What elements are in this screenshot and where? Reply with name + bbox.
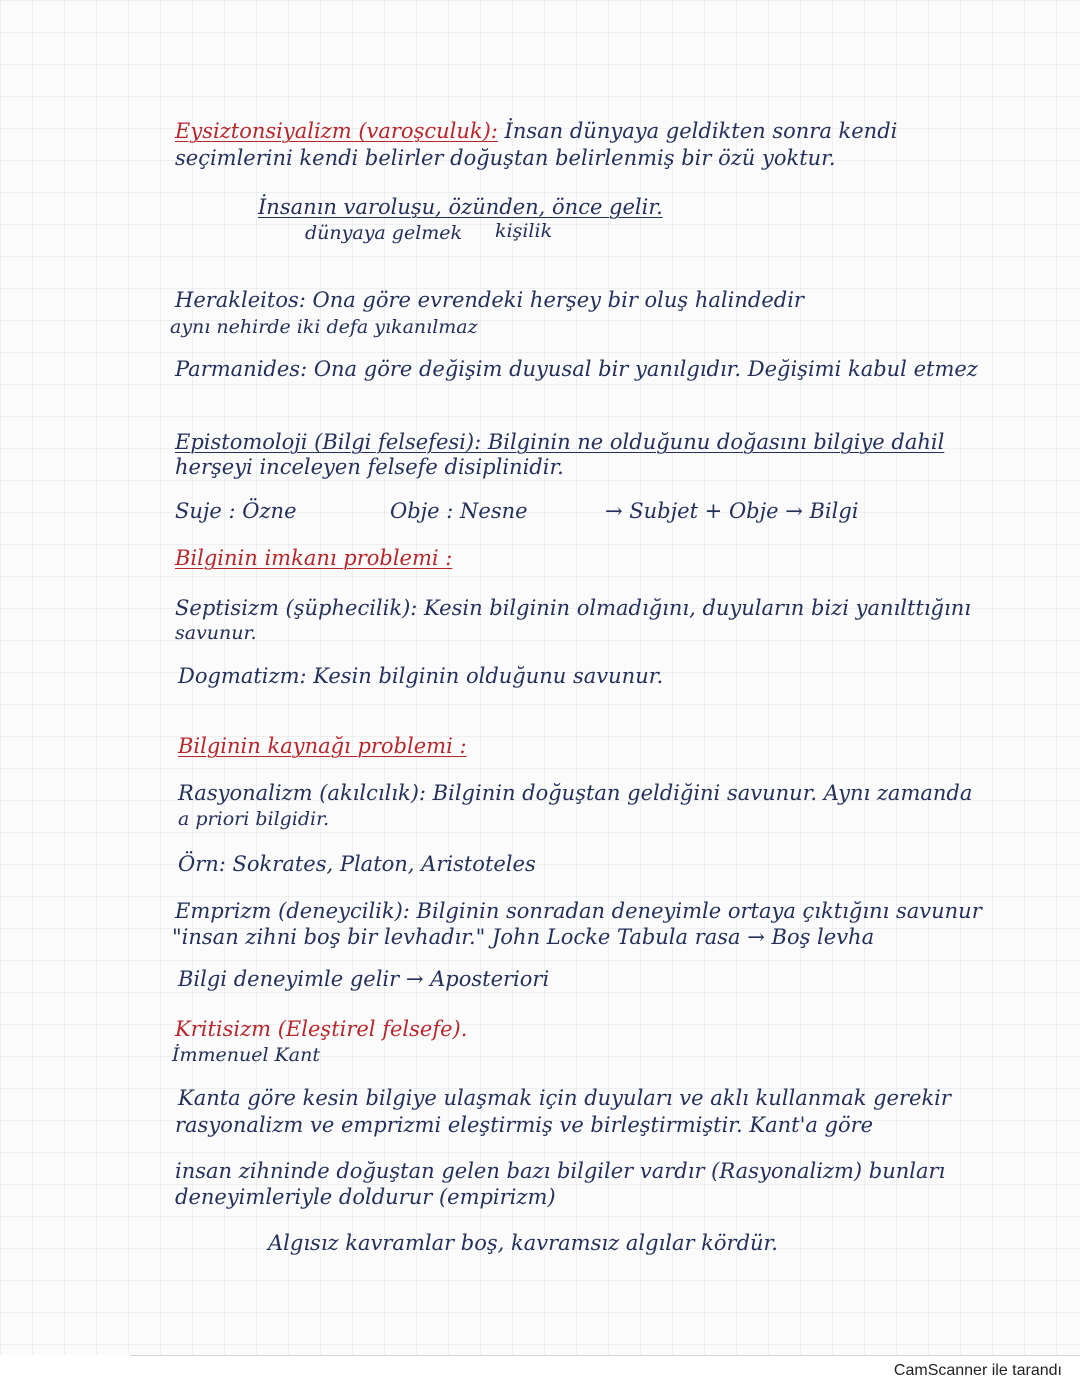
herakleitos-line-2: aynı nehirde iki defa yıkanılmaz xyxy=(170,316,478,338)
rationalism-line-1: Rasyonalizm (akılcılık): Bilginin doğuştan geldiğini savunur. Aynı zamanda xyxy=(178,781,973,805)
kant-line-1: Kanta göre kesin bilgiye ulaşmak için duyuları ve aklı kullanmak gerekir xyxy=(178,1086,951,1110)
existentialism-definition-start: İnsan dünyaya geldikten sonra kendi xyxy=(497,119,898,143)
existentialism-line-2: seçimlerini kendi belirler doğuştan belirlenmiş bir özü yoktur. xyxy=(175,146,836,170)
aposteriori-line: Bilgi deneyimle gelir → Aposteriori xyxy=(178,967,550,991)
criticism-author: İmmenuel Kant xyxy=(172,1044,321,1066)
annotation-personality: kişilik xyxy=(495,220,553,242)
possibility-heading: Bilginin imkanı problemi : xyxy=(175,546,453,570)
scanner-watermark: CamScanner ile tarandı xyxy=(893,1362,1062,1379)
footer-divider xyxy=(130,1355,1080,1356)
kant-quote: Algısız kavramlar boş, kavramsız algılar kördür. xyxy=(268,1231,778,1255)
existentialism-quote: İnsanın varoluşu, özünden, önce gelir. xyxy=(258,195,663,219)
annotation-birth: dünyaya gelmek xyxy=(305,222,463,244)
kant-line-4: deneyimleriyle doldurur (empirizm) xyxy=(175,1185,556,1209)
kant-line-2: rasyonalizm ve emprizmi eleştirmiş ve birleştirmiştir. Kant'a göre xyxy=(175,1113,874,1137)
existentialism-line-1 xyxy=(175,118,897,144)
empiricism-line-1: Emprizm (deneycilik): Bilginin sonradan deneyimle ortaya çıktığını savunur xyxy=(175,899,982,923)
rationalism-line-2: a priori bilgidir. xyxy=(178,808,330,830)
epistemology-line-2: herşeyi inceleyen felsefe disiplinidir. xyxy=(175,455,564,479)
skepticism-line-1: Septisizm (şüphecilik): Kesin bilginin olmadığını, duyuların bizi yanılttığını xyxy=(175,596,971,620)
existentialism-term: Eysiztonsiyalizm (varoşculuk): xyxy=(175,119,498,143)
dogmatism-line: Dogmatizm: Kesin bilginin olduğunu savunur. xyxy=(178,664,664,688)
criticism-term: Kritisizm (Eleştirel felsefe). xyxy=(175,1017,468,1041)
skepticism-line-2: savunur. xyxy=(175,622,257,644)
rationalism-examples: Örn: Sokrates, Platon, Aristoteles xyxy=(178,852,536,876)
subject-definition: Suje : Özne xyxy=(175,499,297,523)
herakleitos-line-1: Herakleitos: Ona göre evrendeki herşey bir oluş halindedir xyxy=(175,288,804,312)
object-definition: Obje : Nesne xyxy=(390,499,528,523)
knowledge-formula: → Subjet + Obje → Bilgi xyxy=(605,499,859,523)
source-heading: Bilginin kaynağı problemi : xyxy=(178,734,467,758)
empiricism-line-2: "insan zihni boş bir levhadır." John Locke Tabula rasa → Boş levha xyxy=(172,925,875,949)
kant-line-3: insan zihninde doğuştan gelen bazı bilgiler vardır (Rasyonalizm) bunları xyxy=(175,1159,946,1183)
epistemology-line-1: Epistomoloji (Bilgi felsefesi): Bilginin ne olduğunu doğasını bilgiye dahil xyxy=(175,430,945,454)
parmenides-line: Parmanides: Ona göre değişim duyusal bir yanılgıdır. Değişimi kabul etmez xyxy=(175,357,978,381)
